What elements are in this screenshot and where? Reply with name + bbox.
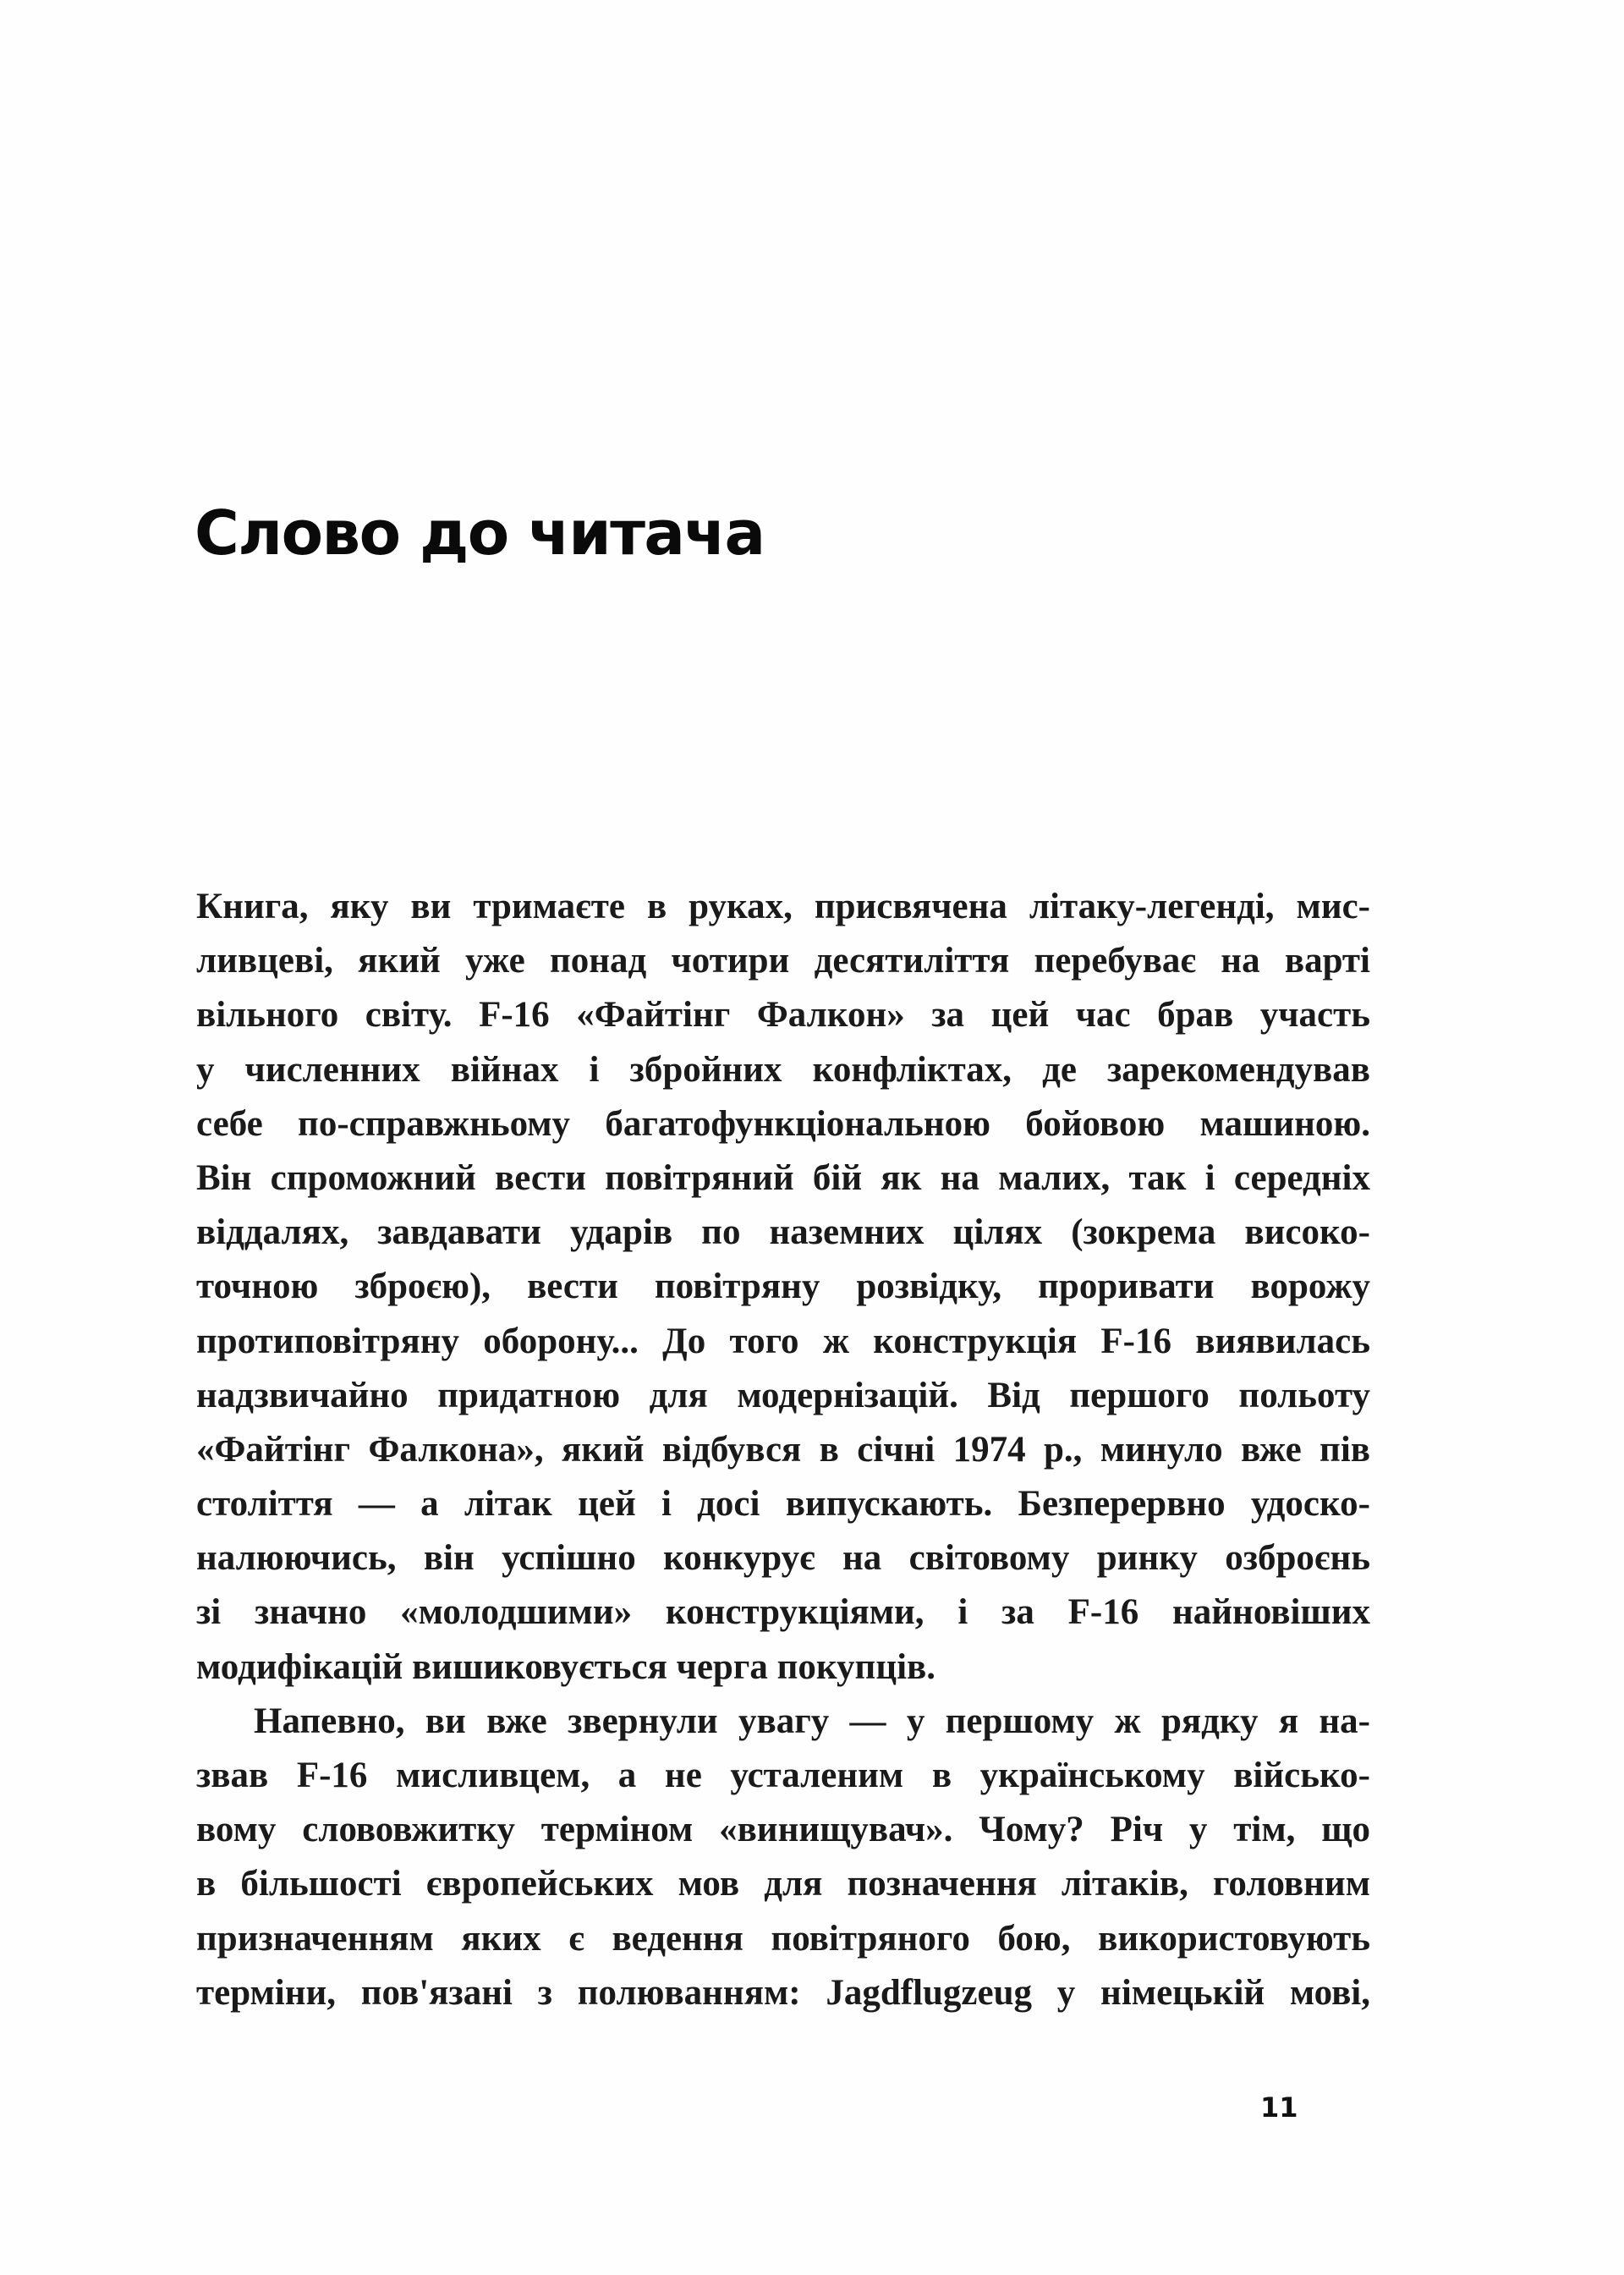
text-line: «Файтінг Фалкона», який відбувся в січні 1974 р., минуло вже пів <box>196 1429 1370 1470</box>
paragraph-2 <box>196 1695 1370 2020</box>
paragraph-1 <box>196 880 1370 1695</box>
text-line: себе по-справжньому багатофункціональною бойовою машиною. <box>196 1103 1370 1144</box>
text-line: віддалях, завдавати ударів по наземних цілях (зокрема високо- <box>196 1212 1370 1253</box>
text-line: у численних війнах і збройних конфліктах, де зарекомендував <box>196 1049 1370 1090</box>
text-line: ливцеві, який уже понад чотири десятиліття перебуває на варті <box>196 941 1370 981</box>
text-line: звав F-16 мисливцем, а не усталеним в українському військо- <box>196 1756 1370 1795</box>
chapter-title: Слово до читача <box>195 497 765 569</box>
text-line: Книга, яку ви тримаєте в руках, присвячена літаку-легенді, мис- <box>196 887 1370 926</box>
text-line: модифікацій вишиковується черга покупців. <box>196 1646 936 1687</box>
text-line: налюючись, він успішно конкурує на світовому ринку озброєнь <box>196 1538 1370 1579</box>
text-line: в більшості європейських мов для позначення літаків, головним <box>196 1864 1370 1904</box>
text-line: призначенням яких є ведення повітряного бою, використовують <box>196 1918 1370 1959</box>
text-line: терміни, пов'язані з полюванням: Jagdflugzeug у німецькій мові, <box>196 1972 1370 2013</box>
text-line: зі значно «молодшими» конструкціями, і за F-16 найновіших <box>196 1592 1370 1633</box>
text-line: вому слововжитку терміном «винищувач». Чому? Річ у тім, що <box>196 1810 1370 1850</box>
page-number: 11 <box>1260 2091 1298 2124</box>
text-line: століття — а літак цей і досі випускають. Безперервно удоско- <box>196 1484 1370 1525</box>
text-line: протиповітряну оборону... До того ж конструкція F-16 виявилась <box>196 1321 1370 1361</box>
text-line: Напевно, ви вже звернули увагу — у першому ж рядку я на- <box>254 1701 1370 1741</box>
text-line: вільного світу. F-16 «Файтінг Фалкон» за цей час брав участь <box>196 995 1370 1036</box>
text-line: точною зброєю), вести повітряну розвідку, проривати ворожу <box>196 1267 1370 1307</box>
text-line: Він спроможний вести повітряний бій як на малих, так і середніх <box>196 1157 1370 1198</box>
body-text <box>196 880 1370 2020</box>
text-line: надзвичайно придатною для модернізацій. Від першого польоту <box>196 1375 1370 1415</box>
